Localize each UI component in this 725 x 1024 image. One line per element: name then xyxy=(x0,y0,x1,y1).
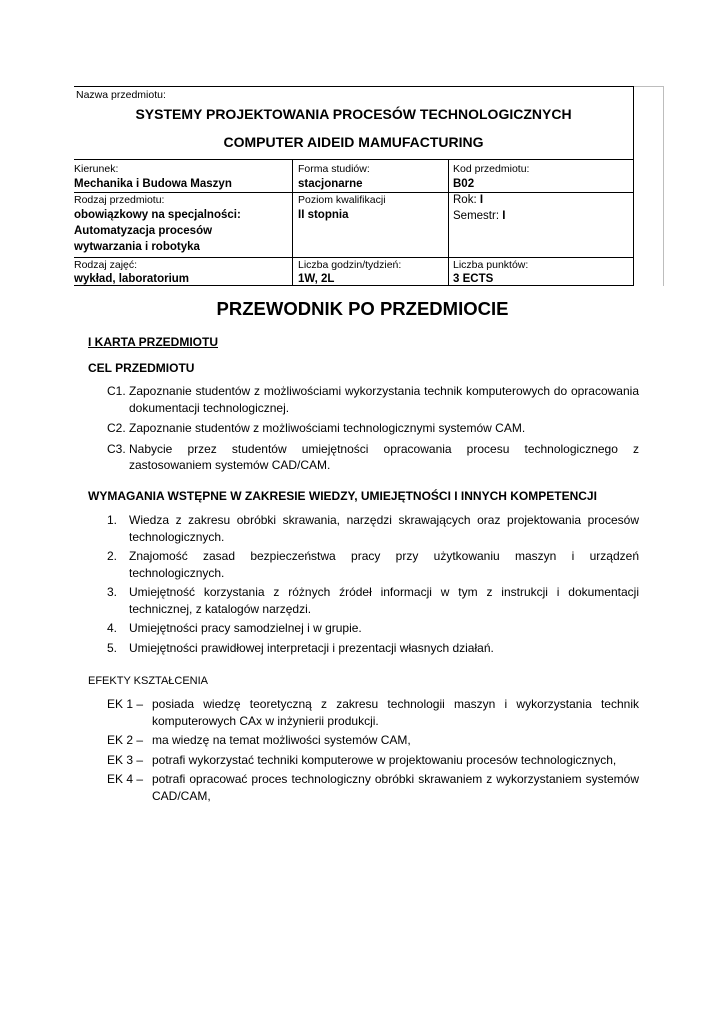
rodzaj-przedmiotu-value: wytwarzania i robotyka xyxy=(74,241,200,253)
list-item-number: 2. xyxy=(107,549,118,563)
list-item xyxy=(107,620,639,637)
rok-field xyxy=(453,193,483,208)
list-item xyxy=(107,771,639,804)
list-item-text: Zapoznanie studentów z możliwościami wykorzystania technik komputerowych do opracowania dokumentacji technologicznej. xyxy=(129,384,639,415)
table-border xyxy=(74,192,634,193)
list-item xyxy=(107,696,639,729)
course-header-table xyxy=(74,86,664,286)
rok-label: Rok: xyxy=(453,194,480,206)
semestr-value: I xyxy=(502,210,506,222)
list-item xyxy=(107,640,639,657)
godziny-value: 1W, 2L xyxy=(298,273,335,285)
list-item xyxy=(107,420,639,437)
semestr-field xyxy=(453,209,505,224)
list-item-number: 3. xyxy=(107,585,118,599)
table-border xyxy=(74,257,634,258)
table-border xyxy=(634,86,664,87)
page-title: PRZEWODNIK PO PRZEDMIOCIE xyxy=(216,298,509,319)
kod-label: Kod przedmiotu: xyxy=(453,163,530,175)
subject-label: Nazwa przedmiotu: xyxy=(76,89,166,101)
list-item-number: EK 3 – xyxy=(107,752,144,767)
section-cel-heading: CEL PRZEDMIOTU xyxy=(88,361,195,375)
section-wymagania-heading: WYMAGANIA WSTĘPNE W ZAKRESIE WIEDZY, UMIEJĘTNOŚCI I INNYCH KOMPETENCJI xyxy=(88,489,597,503)
list-item-number: 4. xyxy=(107,621,118,635)
list-item-text: Nabycie przez studentów umiejętności opracowania procesu technologicznego z zastosowaniem systemów CAD/CAM. xyxy=(129,441,639,472)
semestr-label: Semestr: xyxy=(453,210,503,222)
kod-value: B02 xyxy=(453,178,475,190)
list-item xyxy=(107,752,639,769)
wymagania-list xyxy=(107,512,639,659)
list-item-number: EK 2 – xyxy=(107,733,144,747)
rodzaj-zajec-value: wykład, laboratorium xyxy=(74,273,190,285)
list-item-text: Wiedza z zakresu obróbki skrawania, narzędzi skrawających oraz projektowania procesów technologicznych. xyxy=(129,513,639,544)
list-item xyxy=(107,512,639,545)
list-item-text: Znajomość zasad bezpieczeństwa pracy przy użytkowaniu maszyn i urządzeń technologicznych. xyxy=(129,549,639,580)
table-border xyxy=(74,159,634,160)
list-item xyxy=(107,441,639,474)
kierunek-value: Mechanika i Budowa Maszyn xyxy=(74,178,232,190)
course-title-en: COMPUTER AIDEID MAMUFACTURING xyxy=(223,134,484,150)
list-item-number: 1. xyxy=(107,513,118,527)
cele-list xyxy=(107,383,639,478)
table-border xyxy=(448,159,449,286)
list-item-text: posiada wiedzę teoretyczną z zakresu technologii maszyn i wykorzystania technik komputerowych CAx w inżynierii produkcji. xyxy=(152,697,639,728)
list-item xyxy=(107,383,639,416)
rok-value: I xyxy=(479,194,484,206)
list-item-text: Umiejętności prawidłowej interpretacji i prezentacji własnych działań. xyxy=(129,640,494,655)
list-item-text: potrafi wykorzystać techniki komputerowe w projektowaniu procesów technologicznych, xyxy=(152,752,617,767)
godziny-label: Liczba godzin/tydzień: xyxy=(298,259,402,271)
list-item-text: ma wiedzę na temat możliwości systemów CAM, xyxy=(152,733,411,747)
punkty-label: Liczba punktów: xyxy=(453,259,529,271)
list-item-text: potrafi opracować proces technologiczny obróbki skrawaniem z wykorzystaniem systemów CAD/CAM, xyxy=(152,772,639,803)
list-item-number: C1. xyxy=(107,384,126,398)
list-item-number: EK 4 – xyxy=(107,772,144,786)
poziom-label: Poziom kwalifikacji xyxy=(298,194,386,206)
table-border xyxy=(633,86,634,286)
table-border xyxy=(292,159,293,286)
forma-value: stacjonarne xyxy=(298,178,363,190)
section-karta-heading: I KARTA PRZEDMIOTU xyxy=(88,335,218,349)
list-item-number: C3. xyxy=(107,441,126,456)
list-item-text: Umiejętności pracy samodzielnej i w grupie. xyxy=(129,621,362,635)
list-item xyxy=(107,548,639,581)
rodzaj-przedmiotu-label: Rodzaj przedmiotu: xyxy=(74,194,165,206)
efekty-list xyxy=(107,696,639,807)
table-border xyxy=(74,86,634,87)
course-title-pl: SYSTEMY PROJEKTOWANIA PROCESÓW TECHNOLOGICZNYCH xyxy=(135,106,572,122)
punkty-value: 3 ECTS xyxy=(453,273,494,285)
list-item xyxy=(107,732,639,749)
list-item-number: EK 1 – xyxy=(107,697,144,711)
section-efekty-heading: EFEKTY KSZTAŁCENIA xyxy=(88,675,209,687)
rodzaj-zajec-label: Rodzaj zajęć: xyxy=(74,259,138,271)
kierunek-label: Kierunek: xyxy=(74,163,119,175)
list-item-text: Zapoznanie studentów z możliwościami technologicznymi systemów CAM. xyxy=(129,421,526,435)
rodzaj-przedmiotu-value: obowiązkowy na specjalności: xyxy=(74,209,241,221)
list-item-number: C2. xyxy=(107,421,126,435)
forma-label: Forma studiów: xyxy=(298,163,370,175)
list-item-text: Umiejętność korzystania z różnych źródeł informacji w tym z instrukcji i dokumentacji technicznej, z katalogów narzędzi. xyxy=(129,585,639,616)
table-border xyxy=(663,86,664,286)
rodzaj-przedmiotu-value: Automatyzacja procesów xyxy=(74,225,213,237)
poziom-value: II stopnia xyxy=(298,209,349,221)
list-item xyxy=(107,584,639,617)
list-item-number: 5. xyxy=(107,640,118,655)
